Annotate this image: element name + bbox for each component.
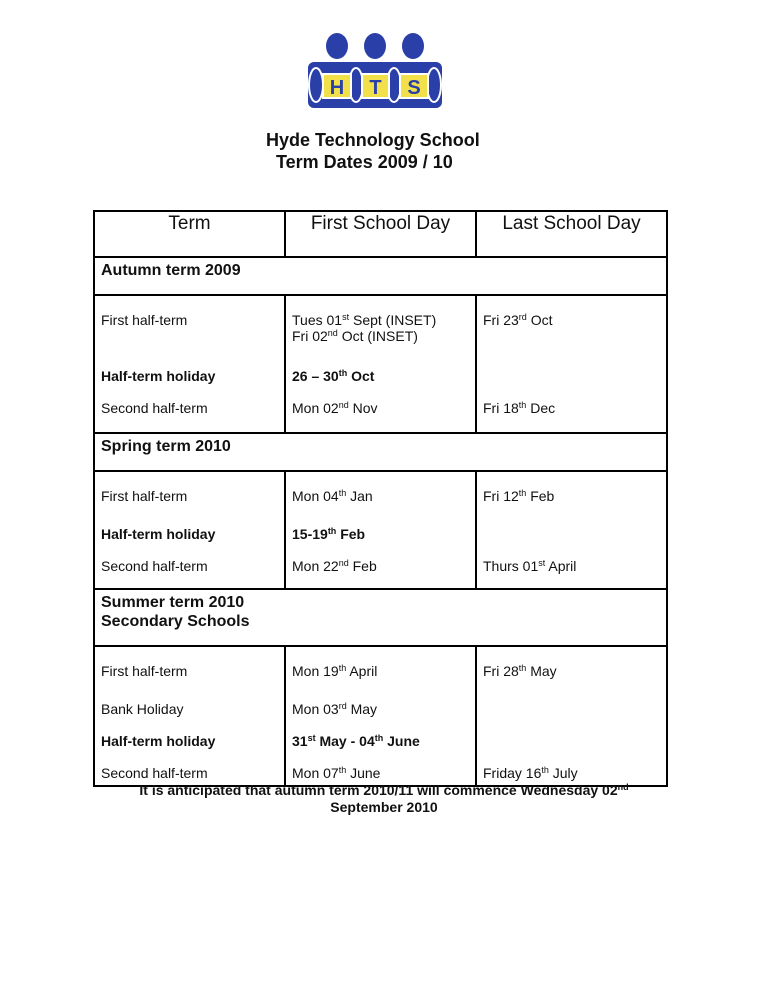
row-last-day	[476, 733, 667, 765]
row-first-day: Tues 01st Sept (INSET) Fri 02nd Oct (INSET)	[285, 295, 476, 368]
row-label: First half-term	[94, 646, 285, 701]
header-term: Term	[94, 211, 285, 257]
table-header-row	[94, 211, 667, 257]
term-dates-table	[93, 210, 668, 787]
row-first-day: Mon 19th April	[285, 646, 476, 701]
table-row	[94, 701, 667, 733]
row-last-day: Fri 12th Feb	[476, 471, 667, 526]
term-heading-row	[94, 433, 667, 471]
hts-logo-icon	[306, 32, 444, 110]
table-row	[94, 558, 667, 589]
row-label: Second half-term	[94, 765, 285, 786]
row-first-day: 26 – 30th Oct	[285, 368, 476, 400]
row-label: Bank Holiday	[94, 701, 285, 733]
table-row	[94, 295, 667, 368]
term-heading-row	[94, 589, 667, 646]
term-heading-spring: Spring term 2010	[94, 433, 667, 471]
school-name: Hyde Technology School	[266, 130, 480, 150]
table-row	[94, 368, 667, 400]
row-last-day: Fri 23rd Oct	[476, 295, 667, 368]
logo-letter-h: H	[329, 77, 345, 99]
table-row	[94, 471, 667, 526]
footer-note-line1: It is anticipated that autumn term 2010/11 will commence Wednesday 02nd	[139, 782, 629, 798]
table-row	[94, 400, 667, 433]
row-last-day: Fri 28th May	[476, 646, 667, 701]
row-label: Second half-term	[94, 400, 285, 433]
page-title: Term Dates 2009 / 10	[276, 152, 453, 172]
row-first-day: Mon 22nd Feb	[285, 558, 476, 589]
table-row	[94, 646, 667, 701]
table-row	[94, 526, 667, 558]
row-last-day	[476, 368, 667, 400]
table-row	[94, 733, 667, 765]
row-last-day	[476, 526, 667, 558]
row-first-day: 15-19th Feb	[285, 526, 476, 558]
logo-letter-s: S	[407, 77, 421, 99]
footer-note-line2: September 2010	[330, 799, 438, 815]
row-label: Half-term holiday	[94, 526, 285, 558]
row-label: Second half-term	[94, 558, 285, 589]
term-heading-autumn: Autumn term 2009	[94, 257, 667, 295]
row-first-day: Mon 03rd May	[285, 701, 476, 733]
row-first-day: Mon 04th Jan	[285, 471, 476, 526]
header-last-day: Last School Day	[476, 211, 667, 257]
row-first-day: Mon 02nd Nov	[285, 400, 476, 433]
row-first-day: 31st May - 04th June	[285, 733, 476, 765]
term-heading-summer: Summer term 2010 Secondary Schools	[94, 589, 667, 646]
row-last-day: Thurs 01st April	[476, 558, 667, 589]
logo-letter-t: T	[369, 77, 382, 99]
term-heading-row	[94, 257, 667, 295]
row-label: Half-term holiday	[94, 733, 285, 765]
header-first-day: First School Day	[285, 211, 476, 257]
row-last-day	[476, 701, 667, 733]
row-label: Half-term holiday	[94, 368, 285, 400]
row-last-day: Friday 16th July	[476, 765, 667, 786]
row-last-day: Fri 18th Dec	[476, 400, 667, 433]
row-first-day: Mon 07th June	[285, 765, 476, 786]
row-label: First half-term	[94, 471, 285, 526]
school-logo	[306, 32, 444, 110]
row-label: First half-term	[94, 295, 285, 368]
